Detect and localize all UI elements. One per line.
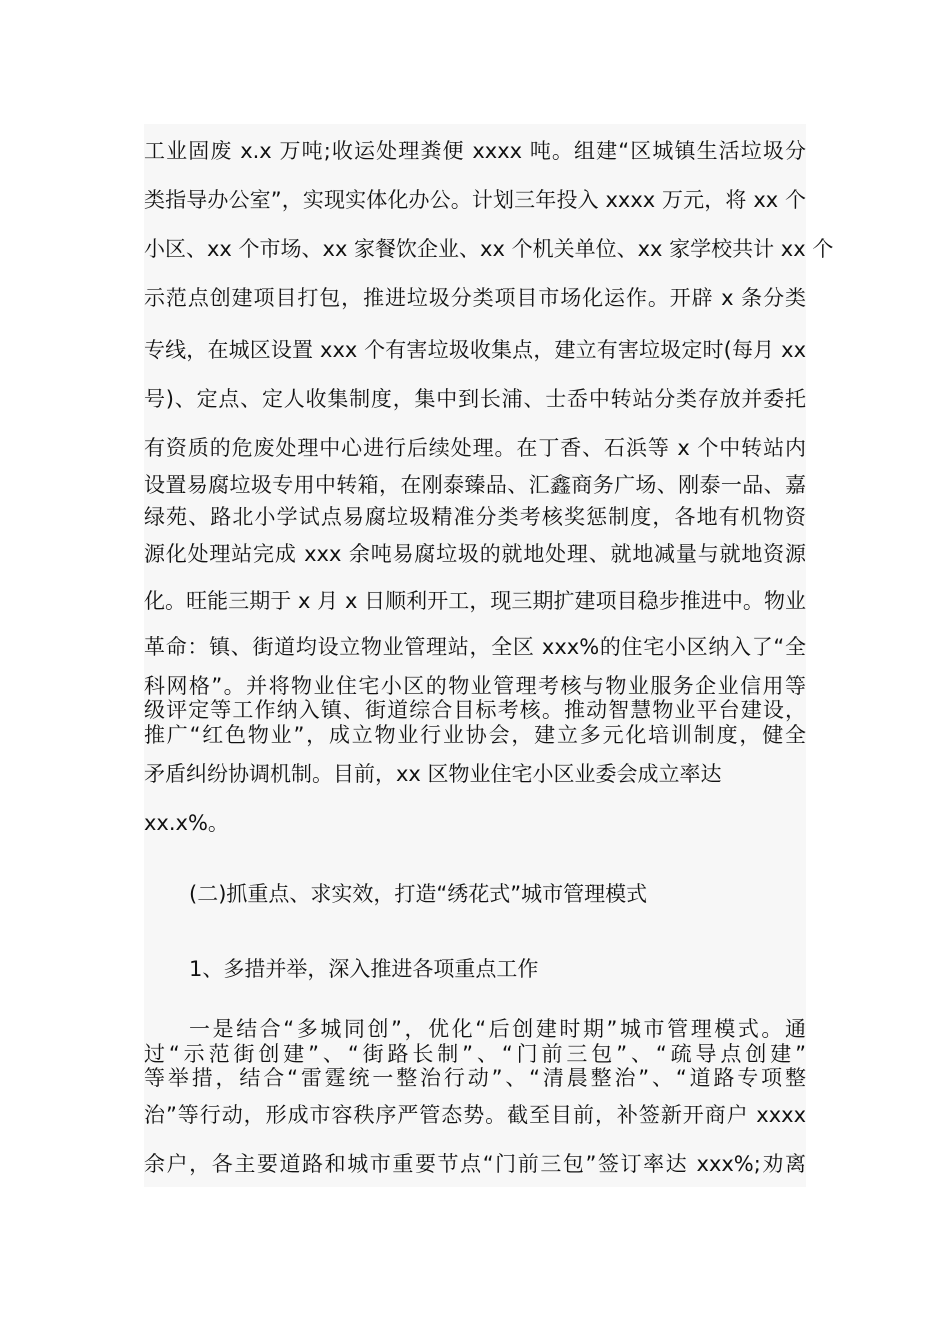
text-line: 治”等行动，形成市容秩序严管态势。截至目前，补签新开商户 xxxx [144,1103,806,1127]
text-line: xx.x%。 [144,811,229,835]
text-line: 革命：镇、街道均设立物业管理站，全区 xxx%的住宅小区纳入了“全 [144,635,806,659]
text-line: 类指导办公室”，实现实体化办公。计划三年投入 xxxx 万元，将 xx 个 [144,188,806,212]
text-line: 推广“红色物业”，成立物业行业协会，建立多元化培训制度，健全 [144,723,806,747]
text-line: 矛盾纠纷协调机制。目前，xx 区物业住宅小区业委会成立率达 [144,762,722,786]
text-line: 小区、xx 个市场、xx 家餐饮企业、xx 个机关单位、xx 家学校共计 xx 个 [144,237,834,261]
text-line: 科网格”。并将物业住宅小区的物业管理考核与物业服务企业信用等 [144,674,806,698]
section-heading: (二)抓重点、求实效，打造“绣花式”城市管理模式 [189,882,648,906]
text-line: 工业固废 x.x 万吨;收运处理粪便 xxxx 吨。组建“区城镇生活垃圾分 [144,139,806,163]
text-line: 过“示范街创建”、“街路长制”、“门前三包”、“疏导点创建” [144,1042,806,1066]
subsection-heading: 1、多措并举，深入推进各项重点工作 [189,957,539,981]
text-line: 一是结合“多城同创”，优化“后创建时期”城市管理模式。通 [189,1017,806,1041]
text-line: 绿苑、路北小学试点易腐垃圾精准分类考核奖惩制度，各地有机物资 [144,505,806,529]
text-line: 有资质的危废处理中心进行后续处理。在丁香、石浜等 x 个中转站内 [144,436,806,460]
text-line: 等举措，结合“雷霆统一整治行动”、“清晨整治”、“道路专项整 [144,1066,806,1090]
text-line: 源化处理站完成 xxx 余吨易腐垃圾的就地处理、就地减量与就地资源 [144,542,806,566]
text-line: 示范点创建项目打包，推进垃圾分类项目市场化运作。开辟 x 条分类 [144,286,806,310]
text-line: 号)、定点、定人收集制度，集中到长浦、士岙中转站分类存放并委托 [144,387,806,411]
text-line: 专线，在城区设置 xxx 个有害垃圾收集点，建立有害垃圾定时(每月 xx [144,338,806,362]
text-line: 级评定等工作纳入镇、街道综合目标考核。推动智慧物业平台建设， [144,698,806,722]
text-line: 化。旺能三期于 x 月 x 日顺利开工，现三期扩建项目稳步推进中。物业 [144,589,806,613]
text-line: 设置易腐垃圾专用中转箱，在刚泰臻品、汇鑫商务广场、刚泰一品、嘉 [144,473,806,497]
text-line: 余户，各主要道路和城市重要节点“门前三包”签订率达 xxx%;劝离 [144,1152,806,1176]
